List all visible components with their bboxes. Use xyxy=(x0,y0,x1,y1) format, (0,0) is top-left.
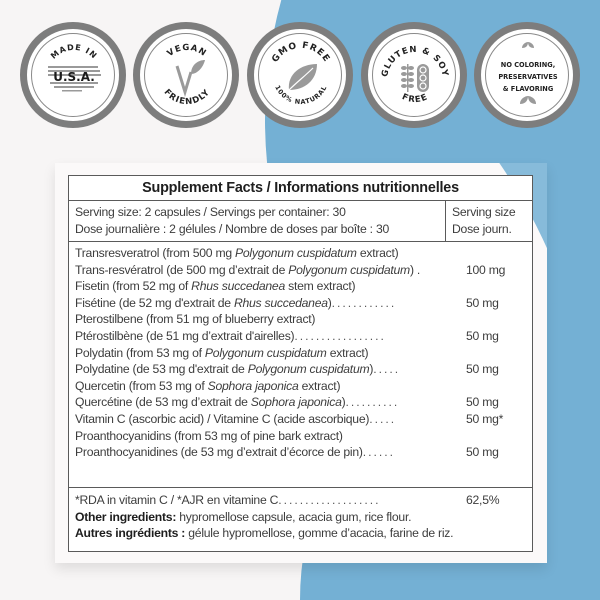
facts-footer xyxy=(69,488,532,542)
serving-row xyxy=(69,201,532,242)
ingredient-amount: 50 mg xyxy=(466,445,499,460)
serving-header-en: Serving size xyxy=(452,205,516,219)
ingredient-en: Transresveratrol (from 500 mg Polygonum cuspidatum extract) xyxy=(75,246,399,260)
serving-header-fr: Dose journ. xyxy=(452,221,512,236)
ingredient-en: Polydatin (from 53 mg of Polygonum cuspidatum extract) xyxy=(75,345,369,360)
ingredient-amount: 50 mg* xyxy=(466,411,504,426)
ingredient-amount: 50 mg xyxy=(466,395,499,410)
ingredient-en: Fisetin (from 52 mg of Rhus succedanea stem extract) xyxy=(75,279,356,294)
badge-no-additives xyxy=(474,22,580,128)
other-ingredients-fr: Autres ingrédients : gélule hypromellose, gomme d’acacia, farine de riz. xyxy=(75,526,454,541)
us-flag-map-icon xyxy=(32,34,116,118)
svg-text:MADE IN: MADE IN xyxy=(49,42,100,61)
ingredient-amount: 50 mg xyxy=(466,328,499,343)
serving-info xyxy=(69,201,446,241)
rda-value: 62,5% xyxy=(466,493,500,507)
svg-text:PRESERVATIVES: PRESERVATIVES xyxy=(498,73,558,81)
ingredient-en: Quercetin (from 53 mg of Sophora japonica extract) xyxy=(75,378,341,393)
svg-text:NO COLORING,: NO COLORING, xyxy=(500,61,556,69)
ingredient-fr: Quercétine (de 53 mg d’extrait de Sophora japonica) .......... 50 mg xyxy=(75,394,526,411)
ingredients-list xyxy=(69,242,532,488)
svg-text:FRIENDLY: FRIENDLY xyxy=(161,87,213,108)
svg-text:100% NATURAL: 100% NATURAL xyxy=(273,83,329,107)
svg-text:FREE: FREE xyxy=(400,92,430,106)
serving-line-fr: Dose journalière : 2 gélules / Nombre de doses par boîte : 30 xyxy=(75,221,390,236)
supplement-facts-table xyxy=(68,175,533,552)
svg-text:GMO FREE: GMO FREE xyxy=(270,40,332,65)
ingredient-en: Proanthocyanidins (from 53 mg of pine bark extract) xyxy=(75,428,343,443)
ingredient-vitamin-c: Vitamin C (ascorbic acid) / Vitamine C (acide ascorbique) ..... 50 mg* xyxy=(75,411,526,428)
svg-text:& FLAVORING: & FLAVORING xyxy=(502,85,554,93)
svg-text:U.S.A.: U.S.A. xyxy=(53,70,95,84)
wheat-soy-icon xyxy=(373,34,457,118)
ingredient-fr: Fisétine (de 52 mg d'extrait de Rhus succedanea) ............ 50 mg xyxy=(75,295,526,312)
badge-vegan-friendly xyxy=(133,22,239,128)
other-ingredients-en: Other ingredients: hypromellose capsule, acacia gum, rice flour. xyxy=(75,509,412,524)
facts-title: Supplement Facts / Informations nutritionnelles xyxy=(69,176,532,201)
ingredient-amount: 50 mg xyxy=(466,295,499,310)
svg-text:VEGAN: VEGAN xyxy=(165,42,209,59)
ingredient-amount: 50 mg xyxy=(466,362,499,377)
badge-made-in-usa xyxy=(20,22,126,128)
ingredient-fr: Trans-resvératrol (de 500 mg d’extrait de Polygonum cuspidatum) . 100 mg xyxy=(75,262,526,279)
ingredient-amount: 100 mg xyxy=(466,262,506,277)
ingredient-fr: Proanthocyanidines (de 53 mg d’extrait d’écorce de pin) ...... 50 mg xyxy=(75,444,526,461)
ingredient-fr: Ptérostilbène (de 51 mg d’extrait d'airelles) ................. 50 mg xyxy=(75,328,526,345)
svg-text:GLUTEN & SOY: GLUTEN & SOY xyxy=(380,44,450,78)
ingredient-en: Pterostilbene (from 51 mg of blueberry extract) xyxy=(75,312,316,327)
leaves-icon xyxy=(486,34,570,118)
leaf-icon xyxy=(259,34,343,118)
badge-gmo-free xyxy=(247,22,353,128)
serving-column-header xyxy=(446,201,532,241)
serving-line-en: Serving size: 2 capsules / Servings per container: 30 xyxy=(75,205,346,219)
ingredient-fr: Polydatine (de 53 mg d'extrait de Polygonum cuspidatum) ..... 50 mg xyxy=(75,361,526,378)
v-leaf-icon xyxy=(145,34,229,118)
rda-line: *RDA in vitamin C / *AJR en vitamine C ................... 62,5% xyxy=(75,492,526,509)
badge-gluten-soy-free xyxy=(361,22,467,128)
